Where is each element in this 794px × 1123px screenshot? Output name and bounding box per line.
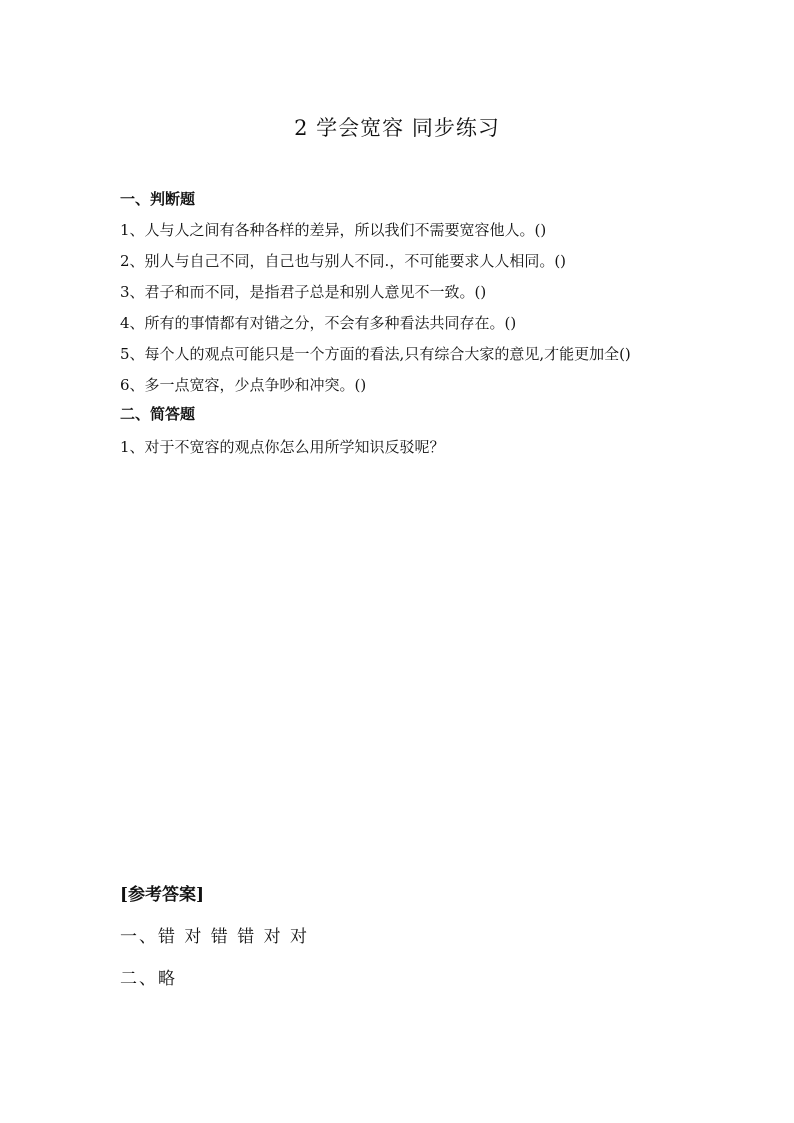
question-item: 3、君子和而不同，是指君子总是和别人意见不一致。() bbox=[120, 283, 487, 301]
question-item: 6、多一点宽容，少点争吵和冲突。() bbox=[120, 376, 367, 394]
question-item: 4、所有的事情都有对错之分，不会有多种看法共同存在。() bbox=[120, 314, 517, 332]
question-item: 1、对于不宽容的观点你怎么用所学知识反驳呢？ bbox=[120, 438, 445, 456]
page-title: 2 学会宽容 同步练习 bbox=[294, 116, 500, 140]
answers-heading: [参考答案] bbox=[120, 885, 205, 905]
question-item: 2、别人与自己不同，自己也与别人不同.，不可能要求人人相同。() bbox=[120, 252, 567, 270]
question-item: 1、人与人之间有各种各样的差异，所以我们不需要宽容他人。() bbox=[120, 221, 547, 239]
question-item: 5、每个人的观点可能只是一个方面的看法,只有综合大家的意见,才能更加全() bbox=[120, 345, 631, 363]
answer-line: 一、错 对 错 错 对 对 bbox=[120, 927, 310, 947]
answer-line: 二、略 bbox=[120, 969, 177, 989]
section-heading-short-answer: 二、简答题 bbox=[120, 405, 196, 423]
section-heading-true-false: 一、判断题 bbox=[120, 190, 196, 208]
